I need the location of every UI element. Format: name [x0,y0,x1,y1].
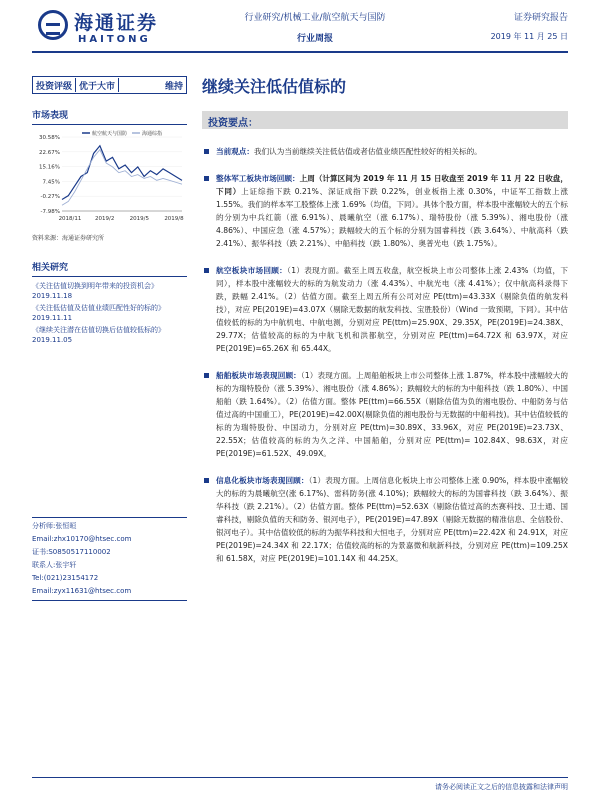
analyst-divider [32,517,187,518]
report-type: 行业周报 [296,34,333,44]
logo [38,6,188,50]
page-title: 继续关注低估值标的 [202,77,347,96]
rating-value: 优于大市 [79,81,116,92]
related-item-date: 2019.11.11 [32,314,73,322]
key-point-heading: 航空板块市场回顾： [216,266,288,275]
footer-divider [32,777,568,778]
header-center [215,10,415,44]
key-points [200,145,568,579]
analyst-line: 分析师:张恒晅 [32,522,77,530]
header-right [491,10,568,42]
section-divider [32,276,187,277]
market-title: 市场表现 [32,111,69,121]
analyst-line: 证书:S0850517110002 [32,548,111,556]
logo-text-en: HAITONG [78,34,151,45]
related-item-title: 《继续关注潜在估值切换后估值较低标的》 [32,326,165,334]
header-divider [32,51,568,53]
market-chart-svg [32,129,187,229]
related-item-title: 《关注低估值及估值业绩匹配性好的标的》 [32,304,165,312]
chart-x-tick: 2019/2 [94,216,115,222]
rating-separator [118,78,119,92]
related-item-title: 《关注估值切换到明年带来的投资机会》 [32,282,158,290]
chart-y-tick: 15.16% [39,164,60,171]
key-point [200,145,568,158]
analyst-line: Tel:(021)23154172 [32,574,99,582]
key-point [200,369,568,460]
chart-x-tick: 2018/11 [58,216,82,222]
related-list [32,281,187,345]
logo-mark-icon [38,10,68,40]
key-point-text: 我们认为当前继续关注低估值或者估值业绩匹配性较好的相关标的。 [253,147,482,156]
key-point-heading: 当前观点： [216,147,254,156]
report-date: 2019 年 11 月 25 日 [490,32,568,41]
analyst-line: Email:zhx10170@htsec.com [32,535,132,543]
key-point-text: （1）表现方面。上周船舶板块上市公司整体上涨 1.87%，样本股中涨幅较大的标的为瑞特股份（涨 5.39%）、湘电股份（涨 4.86%）；跌幅较大的标的为中船科技（跌 1.80%）、中国船舶（跌 1.64%）。（2）估值方面。整体 PE(ttm)=66.55X（剔除估值为负的湘电股份、中船防务与估值过高的中国重工），PE(2019E)=42.00X(剔除负值的湘电股份与无数据的中船科技)。其中估值较低的标的为瑞特股份、中国动力，分别对应 PE(ttm)=30.89X、33.96X，对应 PE(2019E)=23.73X、22.55X；估值较高的标的为久之洋、中国船舶，分别对应 PE(ttm)= 102.84X、98.63X，对应 PE(2019E)=61.52X、49.09X。 [216,371,568,458]
analyst-block [32,515,187,603]
chart-y-tick: -7.98% [40,209,60,215]
rating-label: 投资评级 [36,81,73,92]
analyst-line: Email:zyx11631@htsec.com [32,587,132,595]
key-point-text: 上证综指下跌 0.21%、深证成指下跌 0.22%，创业板指上涨 0.30%，中证军工指数上涨 1.55%。我们的样本军工股整体上涨 1.69%（均值，下同）。具体个股方面，样本股中涨幅较大的五个标的分别为中兵红箭（涨 6.91%）、晨曦航空（涨 6.17%）、瑞特股份（涨 5.39%）、湘电股份（涨 4.86%）、中国应急（涨 4.57%）；跌幅较大的五个标的分别为国睿科技（跌 3.64%）、中航高科（跌 2.41%）、振华科技（跌 2.21%）、中船科技（跌 1.80%）、奥普光电（跌 1.75%）。 [216,187,569,248]
analyst-divider [32,600,187,601]
related-item-date: 2019.11.18 [32,292,73,300]
key-point [200,474,568,565]
chart-y-tick: 22.67% [39,149,60,156]
key-points-header: 投资要点： [202,111,568,129]
logo-text-cn: 海通证券 [74,12,159,34]
key-point [200,264,568,355]
related-item-date: 2019.11.05 [32,336,73,344]
key-point-text: （1）表现方面。截至上周五收盘，航空板块上市公司整体上涨 2.43%（均值，下同），样本股中涨幅较大的标的为航发动力（涨 4.43%）、中航光电（涨 4.41%）；仅中航高科录得下跌，跌幅 2.41%。（2）估值方面。截至上周五所有公司对应 PE(ttm)=43.33X（剔除负值的航发科技），对应 PE(2019E)=43.07X（剔除无数据的航发科技、宝胜股份）（Wind 一致预期，下同）。其中估值较低的标的为中航机电、中航电测，分别对应 PE(ttm)=25.90X、29.35X，PE(2019E)=24.38X、29.77X；估值较高的标的为中航飞机和洪都航空，分别对应 PE(ttm)=64.72X 和 63.97X，对应 PE(2019E)=65.26X 和 65.44X。 [216,266,568,353]
chart-legend-label: 海通综指 [142,131,163,137]
analyst-list [32,520,187,598]
chart-x-tick: 2019/5 [129,216,150,222]
related-item[interactable] [32,303,187,323]
key-point-bold: 上周（计算区间为 2019 年 11 月 15 日收盘至 2019 年 11 月 22 日收盘，下同） [216,174,569,196]
chart-y-tick: 30.58% [39,135,60,141]
analyst-line: 联系人:张宇轩 [32,561,77,569]
rating-bar [32,76,187,94]
key-point-heading: 信息化板块市场表现回顾： [216,476,309,485]
section-divider [32,124,187,125]
chart-legend-label: 航空航天与国防 [92,131,128,137]
related-item[interactable] [32,325,187,345]
left-column [32,100,187,347]
chart-x-tick: 2019/8 [164,216,184,222]
industry-path: 行业研究/机械工业/航空航天与国防 [244,13,386,23]
rating-action: 维持 [164,81,183,92]
market-chart [32,129,187,229]
right-title: 证券研究报告 [513,13,568,23]
chart-source: 资料来源：海通证券研究所 [32,235,105,242]
related-item[interactable] [32,281,187,301]
footer-disclaimer: 请务必阅读正文之后的信息披露和法律声明 [435,783,568,791]
chart-series-line [62,146,182,200]
related-title: 相关研究 [32,263,69,273]
key-point-heading: 整体军工板块市场回顾： [216,174,300,183]
key-point-text: （1）表现方面。上周信息化板块上市公司整体上涨 0.90%，样本股中涨幅较大的标的为晨曦航空(涨 6.17%)、雷科防务(涨 4.10%)；跌幅较大的标的为国睿科技（跌 3.64%）、振华科技（跌 2.21%）。（2）估值方面。整体 PE(ttm)=52.63X（剔除估值过高的杰赛科技、卫士通、国睿科技，剔除负值的天和防务、银河电子），PE(2019E)=47.89X（剔除无数据的精准信息、全信股份、银河电子）。其中估值较低的标的为振华科技和大恒电子，分别对应 PE(ttm)=22.42X 和 24.91X，对应 PE(2019E)=24.34X 和 22.17X；估值较高的标的为景嘉微和航新科技，分别对应 PE(ttm)=109.25X 和 61.58X，对应 PE(2019E)=101.14X 和 44.25X。 [216,476,568,563]
chart-y-tick: 7.45% [42,179,60,186]
key-point-heading: 船舶板块市场表现回顾： [216,371,301,380]
chart-y-tick: -0.27% [40,194,60,201]
key-point [200,172,568,250]
